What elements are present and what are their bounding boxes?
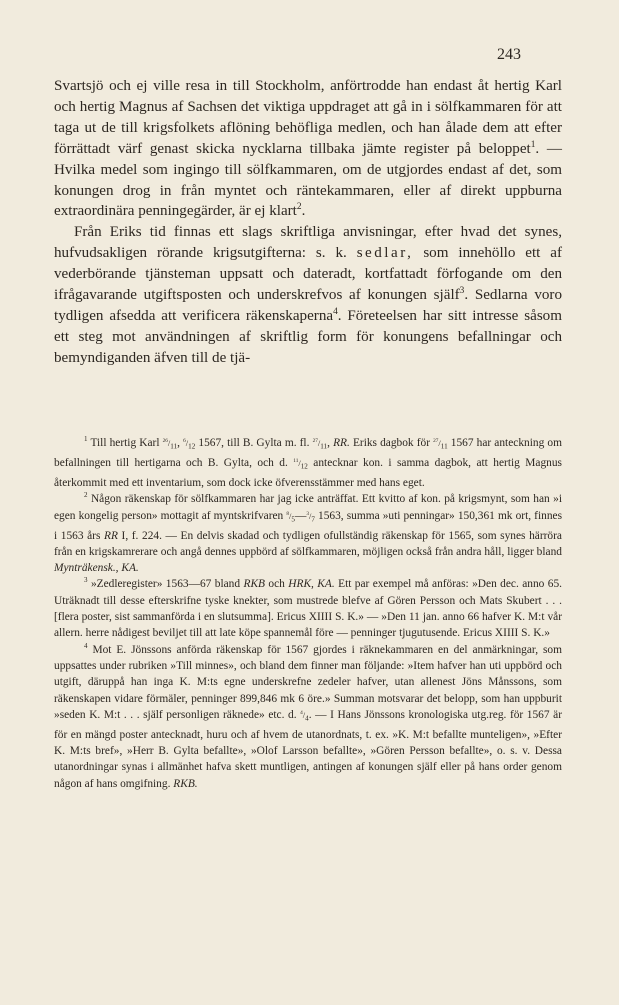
page-number: 243 [497, 46, 521, 63]
footnote-2: $^2$ Någon räkenskap för sölfkammaren har jag icke anträffat. Ett kvitto af kon. på krigsmynt, som han »i egen kongelig person» mottagit af myntskrifvaren $^8/_5—^3/_7$ 1563, summa »uti penningar» 150,361 mk ort, finnes i 1563 års RR I, f. 224. — En delvis skadad och tydligen ofullständig räkenskap för 1565, som synes härröra från en krigskamrerare och angå dennes uppbörd af sölfkammaren, möjligen också från andra håll, ligger bland Mynträkensk., KA. [54, 491, 562, 575]
footnote-4: $^4$ Mot E. Jönssons anförda räkenskap för 1567 gjordes i räknekammaren en del anmärkningar, som uppsattes under rubriken »Till minnes», och bland dem finner man följande: »Item hafver han uti uppbörd och utgift, däruppå han inga K. M:ts egne underskrefne zedeler hafver, utan allenest Jöns Månssons, som räkenskapen vidare förmäler, penninger 899,846 mk 6 öre.» Summan motsvarar det belopp, som han uppburit »seden K. M:t . . . själf personligen räknede» etc. d. $^4/_4$. — I Hans Jönssons kronologiska utg.reg. för 1567 är för en mängd poster antecknadt, huru och af hvem de utanordnats, t. ex. »K. M:t befallte munteligen», »Efter K. M:ts bref», »Herr B. Gylta befallte», »Olof Larsson befallte», »Gören Persson befallte», o. s. v. Dessa utanordningar synas i allmänhet hafva skett muntligen, antingen af konungen själf eller på hans order genom någon af hans omgifning. RKB. [54, 641, 562, 790]
footnote-3: $^3$ »Zedleregister» 1563—67 bland RKB och HRK, KA. Ett par exempel må anföras: »Den dec. anno 65. Uträknadt till desse efterskrifne tyske knekter, som mustrede blefve af Gören Persson och Mats Skubert . . . [flera poster, sist sammanförda i en slutsumma]. Ericus XIIII S. K.» — »Den 11 jan. anno 66 hafver K. M:t vår allern. herre nådigest beviljet till att late köpe spannemål före — penninger tjugutusende. Ericus XIIII S. K.» [54, 576, 562, 640]
paragraph-2: Från Eriks tid finnas ett slags skriftliga anvisningar, efter hvad det synes, hufvudsakligen rörande krigsutgifterna: s. k. sedlar, som innehöllo ett af vederbörande tjänsteman uppsatt och dateradt, kortfattadt förfogande om den ifrågavarande utgiftsposten och underskrefvos af konungen själf$^3$. Sedlarna voro tydligen afsedda att verificera räkenskaperna$^4$. Företeelsen har sitt intresse såsom ett steg mot användningen af skriftlig form för konungens befallningar och bemyndiganden äfven till de tjä- [54, 224, 563, 366]
footnote-ref-2: 2 [296, 202, 302, 213]
body-text [54, 76, 562, 369]
footnote-ref-1: 1 [530, 139, 536, 150]
footnote-1: $^1$ Till hertig Karl $^{26}/_{11}$, $^6/_{12}$ 1567, till B. Gylta m. fl. $^{27}/_{11}$, RR. Eriks dagbok för $^{27}/_{11}$ 1567 har anteckning om befallningen till hertigarna och B. Gylta, och d. $^{11}/_{12}$ antecknar kon. i samma dagbok, att hertig Magnus återkommit med ett inventarium, som dock icke öfverensstämmer med hans eget. [54, 435, 562, 489]
paragraph-1: Svartsjö och ej ville resa in till Stockholm, anförtrodde han endast åt hertig Karl och hertig Magnus af Sachsen det viktiga uppdraget att gå in i sölfkammaren för att taga ut de till krigsfolkets aflöning behöfliga medlen, och han ålade dem att efter förrättadt värf genast skicka nycklarna tillbaka jämte register på beloppet$^1$. — Hvilka medel som ingingo till sölfkammaren, om de utgjordes endast af det, som konungen drog in från myntet och räntekammaren, eller af direkt uppburna extraordinära penningegärder, är ej klart$^2$. [54, 78, 562, 220]
footnote-ref-4: 4 [333, 306, 338, 317]
spaced-term: sedlar, [356, 245, 414, 262]
footnotes [54, 435, 562, 792]
footnote-ref-3: 3 [459, 286, 465, 297]
